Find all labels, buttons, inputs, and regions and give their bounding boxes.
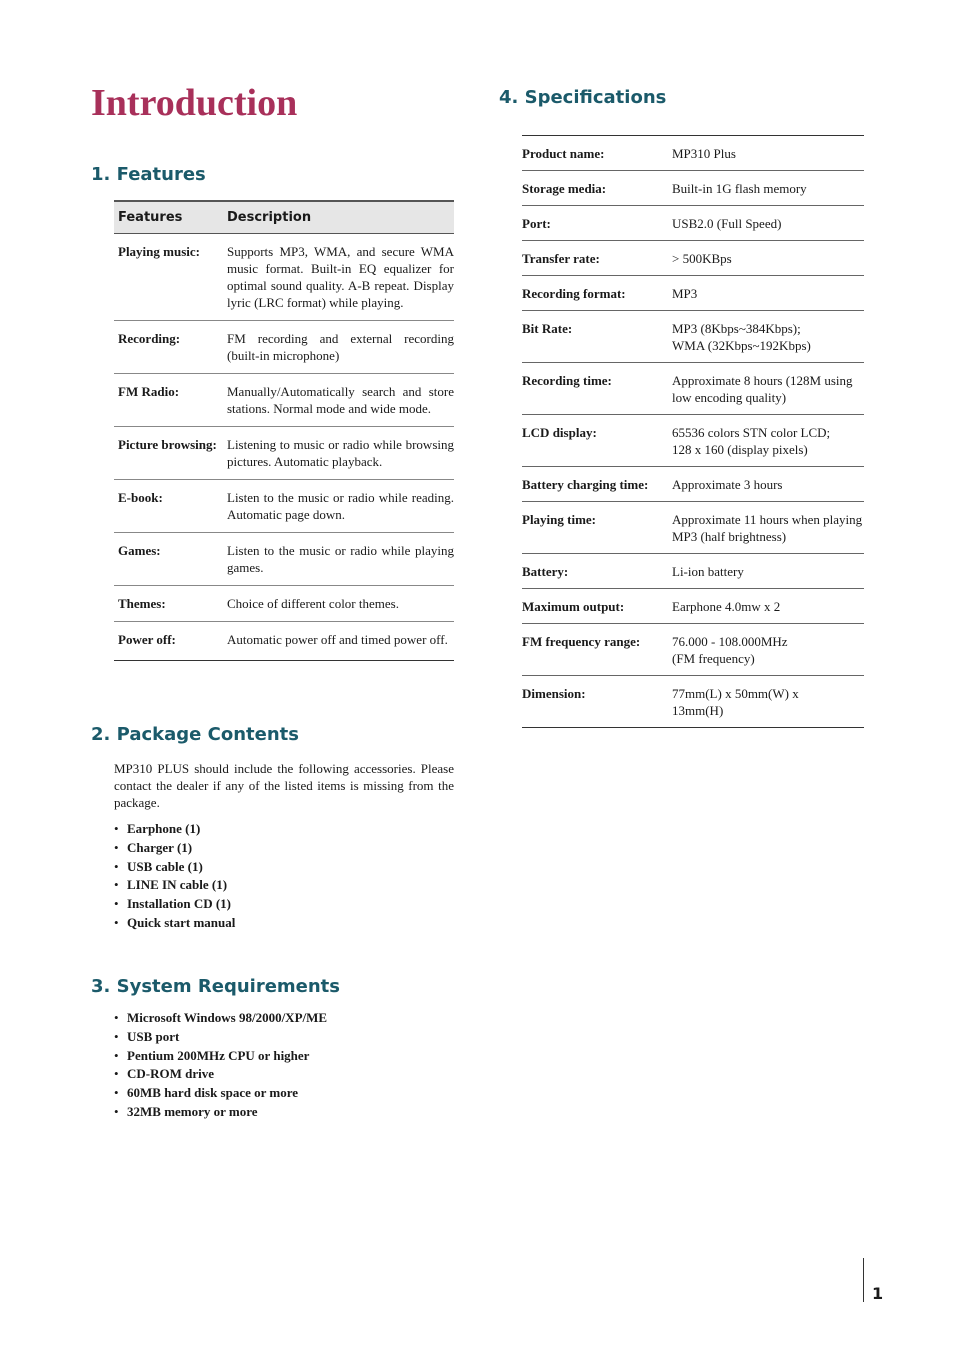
table-row — [114, 234, 454, 321]
list-item: • USB cable (1) — [114, 858, 235, 877]
table-row — [522, 415, 864, 467]
features-table — [114, 200, 454, 661]
spec-value: MP3 (8Kbps~384Kbps); WMA (32Kbps~192Kbps) — [672, 311, 864, 363]
specifications-table — [522, 135, 864, 728]
feature-description: Supports MP3, WMA, and secure WMA music format. Built-in EQ equalizer for optimal sound quality. A-B repeat. Display lyric (LRC format) while playing. — [223, 234, 454, 321]
spec-value: Approximate 11 hours when playing MP3 (half brightness) — [672, 502, 864, 554]
spec-value: MP310 Plus — [672, 136, 864, 171]
spec-label: FM frequency range: — [522, 624, 672, 676]
requirements-list — [114, 1009, 327, 1122]
spec-label: Recording time: — [522, 363, 672, 415]
spec-value: > 500KBps — [672, 241, 864, 276]
table-row — [522, 554, 864, 589]
feature-name: Power off: — [114, 622, 223, 661]
spec-label: Maximum output: — [522, 589, 672, 624]
table-row — [114, 533, 454, 586]
feature-description: Listening to music or radio while browsing pictures. Automatic playback. — [223, 427, 454, 480]
package-heading: 2. Package Contents — [91, 724, 299, 745]
feature-name: FM Radio: — [114, 374, 223, 427]
list-item: • Installation CD (1) — [114, 895, 235, 914]
list-item: • Earphone (1) — [114, 820, 235, 839]
page-number: 1 — [872, 1284, 884, 1303]
feature-description: FM recording and external recording (built-in microphone) — [223, 321, 454, 374]
table-row — [522, 676, 864, 728]
feature-name: Games: — [114, 533, 223, 586]
table-row — [522, 624, 864, 676]
spec-label: Bit Rate: — [522, 311, 672, 363]
table-row — [522, 241, 864, 276]
feature-description: Automatic power off and timed power off. — [223, 622, 454, 661]
spec-value: 77mm(L) x 50mm(W) x 13mm(H) — [672, 676, 864, 728]
page-title: Introduction — [91, 82, 298, 124]
spec-label: Transfer rate: — [522, 241, 672, 276]
spec-label: Dimension: — [522, 676, 672, 728]
feature-name: Themes: — [114, 586, 223, 622]
spec-label: Recording format: — [522, 276, 672, 311]
table-row — [522, 276, 864, 311]
specifications-heading: 4. Specifications — [499, 87, 667, 108]
table-row — [114, 480, 454, 533]
spec-label: Playing time: — [522, 502, 672, 554]
spec-value: 76.000 - 108.000MHz (FM frequency) — [672, 624, 864, 676]
table-row — [522, 136, 864, 171]
spec-value: Li-ion battery — [672, 554, 864, 589]
list-item: • Pentium 200MHz CPU or higher — [114, 1047, 327, 1066]
table-row — [114, 427, 454, 480]
spec-label: Port: — [522, 206, 672, 241]
spec-label: Storage media: — [522, 171, 672, 206]
table-row — [114, 586, 454, 622]
features-column-header: Features — [114, 201, 223, 234]
spec-label: Product name: — [522, 136, 672, 171]
table-row — [522, 363, 864, 415]
features-heading: 1. Features — [91, 164, 206, 185]
list-item: • 32MB memory or more — [114, 1103, 327, 1122]
package-intro: MP310 PLUS should include the following accessories. Please contact the dealer if any of the listed items is missing from the package. — [114, 761, 454, 810]
spec-label: Battery: — [522, 554, 672, 589]
table-row — [114, 622, 454, 661]
requirements-heading: 3. System Requirements — [91, 976, 340, 997]
list-item: • Microsoft Windows 98/2000/XP/ME — [114, 1009, 327, 1028]
spec-value: Approximate 8 hours (128M using low encoding quality) — [672, 363, 864, 415]
spec-value: Built-in 1G flash memory — [672, 171, 864, 206]
table-row — [522, 171, 864, 206]
description-column-header: Description — [223, 201, 454, 234]
feature-description: Choice of different color themes. — [223, 586, 454, 622]
list-item: • 60MB hard disk space or more — [114, 1084, 327, 1103]
feature-description: Listen to the music or radio while playing games. — [223, 533, 454, 586]
spec-label: LCD display: — [522, 415, 672, 467]
table-row — [522, 589, 864, 624]
list-item: • LINE IN cable (1) — [114, 876, 235, 895]
feature-name: E-book: — [114, 480, 223, 533]
package-list — [114, 820, 235, 933]
table-row — [522, 206, 864, 241]
table-row — [522, 467, 864, 502]
table-row — [114, 374, 454, 427]
spec-value: 65536 colors STN color LCD; 128 x 160 (display pixels) — [672, 415, 864, 467]
table-row — [114, 321, 454, 374]
feature-name: Picture browsing: — [114, 427, 223, 480]
feature-description: Manually/Automatically search and store stations. Normal mode and wide mode. — [223, 374, 454, 427]
list-item: • Quick start manual — [114, 914, 235, 933]
spec-value: Approximate 3 hours — [672, 467, 864, 502]
spec-label: Battery charging time: — [522, 467, 672, 502]
features-header-row — [114, 201, 454, 234]
spec-value: USB2.0 (Full Speed) — [672, 206, 864, 241]
feature-description: Listen to the music or radio while reading. Automatic page down. — [223, 480, 454, 533]
spec-value: MP3 — [672, 276, 864, 311]
list-item: • USB port — [114, 1028, 327, 1047]
page-number-rule — [863, 1258, 864, 1302]
list-item: • Charger (1) — [114, 839, 235, 858]
table-row — [522, 311, 864, 363]
feature-name: Playing music: — [114, 234, 223, 321]
feature-name: Recording: — [114, 321, 223, 374]
spec-value: Earphone 4.0mw x 2 — [672, 589, 864, 624]
table-row — [522, 502, 864, 554]
list-item: • CD-ROM drive — [114, 1065, 327, 1084]
